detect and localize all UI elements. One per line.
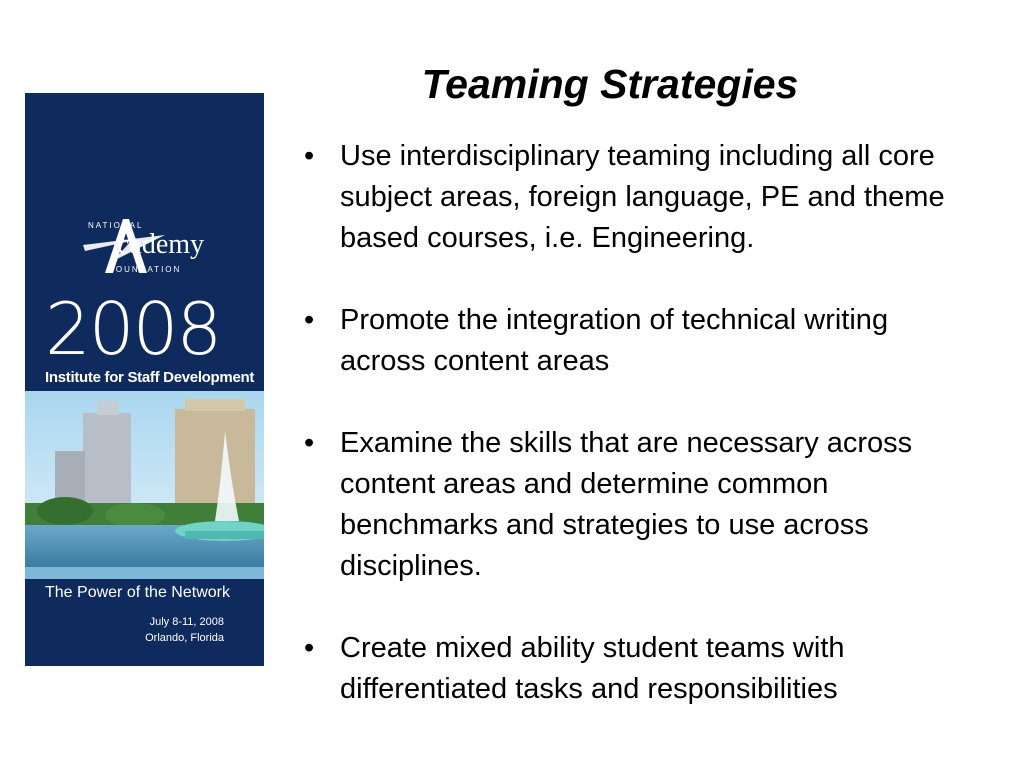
- banner-dates: [145, 614, 224, 646]
- banner-tagline: The Power of the Network: [45, 584, 230, 601]
- bullet-marker: •: [304, 632, 315, 664]
- banner-institute: Institute for Staff Development: [45, 369, 255, 386]
- logo-national-text: NATIONAL: [88, 221, 144, 230]
- banner-location: Orlando, Florida: [145, 632, 224, 644]
- bullet-marker: •: [304, 140, 315, 172]
- slide-title: Teaming Strategies: [421, 61, 799, 107]
- bullet-item: [300, 300, 980, 382]
- banner-year: 2008: [45, 287, 221, 371]
- bullet-item: [300, 136, 980, 259]
- banner-date-range: July 8-11, 2008: [149, 616, 224, 628]
- bullet-marker: •: [304, 427, 315, 459]
- bullet-list: [300, 136, 980, 751]
- bullet-marker: •: [304, 304, 315, 336]
- bullet-text: Create mixed ability student teams with differentiated tasks and responsibilities: [340, 632, 845, 705]
- bullet-item: [300, 628, 980, 710]
- bullet-text: Promote the integration of technical writing across content areas: [340, 304, 889, 377]
- conference-banner: [25, 93, 264, 666]
- orlando-skyline-photo: [25, 391, 264, 579]
- logo-academy-text: cademy: [117, 229, 205, 260]
- logo-foundation-text: FOUNDATION: [109, 265, 182, 274]
- bullet-text: Examine the skills that are necessary across content areas and determine common benchmarks and strategies to use across disciplines.: [340, 427, 913, 582]
- bullet-item: [300, 423, 980, 587]
- bullet-text: Use interdisciplinary teaming including all core subject areas, foreign language, PE and theme based courses, i.e. Engineering.: [340, 140, 945, 254]
